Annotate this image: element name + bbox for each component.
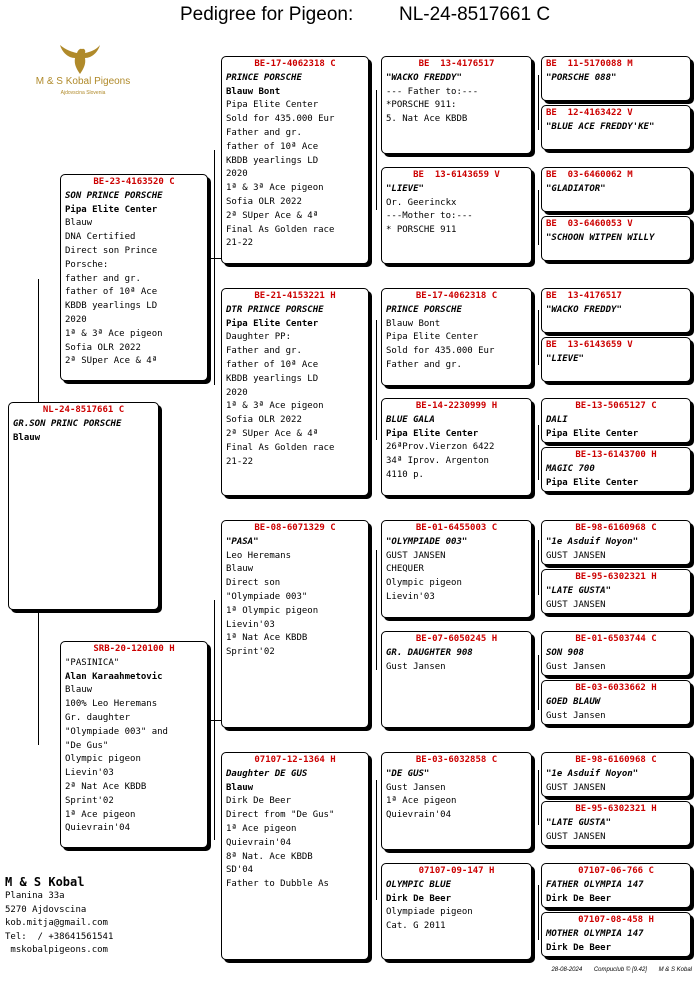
- owner-email[interactable]: kob.mitja@gmail.com: [5, 918, 108, 928]
- ring-number: BE-17-4062318 C: [415, 291, 498, 301]
- pigeon-card-subject[interactable]: [8, 402, 159, 610]
- breeder-name: Pipa Elite Center: [65, 204, 158, 215]
- info-line: Cat. G 2011: [386, 921, 446, 932]
- info-line: Father to Dubble As: [226, 879, 329, 890]
- connector: [376, 550, 377, 670]
- ring-number: BE-21-4153221 H: [254, 291, 336, 301]
- info-line: 1ª & 3ª Ace pigeon: [226, 183, 324, 194]
- pigeon-name: SON PRINCE PORSCHE: [65, 190, 163, 201]
- info-line: Father and gr.: [226, 127, 302, 138]
- info-line: "PASINICA": [65, 657, 120, 668]
- pigeon-name: BLUE GALA: [386, 414, 435, 425]
- footer-date: 28-08-2024: [551, 967, 583, 973]
- pigeon-name: "GLADIATOR": [546, 183, 606, 194]
- owner-info: [5, 874, 205, 958]
- info-line: Olympiade pigeon: [386, 907, 473, 918]
- info-line: *PORSCHE 911:: [386, 100, 457, 111]
- pigeon-card-dss[interactable]: [381, 520, 532, 618]
- ring-number: 07107-06-766 C: [578, 866, 654, 876]
- pigeon-name: DALI: [546, 414, 568, 425]
- info-line: father of 10ª Ace: [65, 287, 158, 298]
- info-line: father of 10ª Ace: [226, 359, 319, 370]
- pigeon-card-gen4[interactable]: [541, 288, 691, 333]
- pigeon-card-gen4[interactable]: [541, 680, 691, 725]
- ring-number: BE-03-6032858 C: [415, 755, 498, 765]
- ring-number: BE-13-5065127 C: [575, 401, 657, 411]
- pigeon-card-gen4[interactable]: [541, 863, 691, 908]
- info-line: Direct from "De Gus": [226, 810, 335, 821]
- info-line: Sofia OLR 2022: [65, 342, 141, 353]
- ring-number: 07107-12-1364 H: [254, 755, 336, 765]
- info-line: 1ª & 3ª Ace pigeon: [226, 401, 324, 412]
- pigeon-name: MOTHER OLYMPIA 147: [546, 928, 644, 939]
- pigeon-card-dam-dam[interactable]: [221, 752, 369, 960]
- ring-number: BE-95-6302321 H: [575, 804, 657, 814]
- connector: [538, 190, 539, 245]
- info-line: Lievin'03: [386, 591, 435, 602]
- pigeon-card-dam[interactable]: [60, 641, 208, 848]
- connector: [208, 258, 222, 259]
- info-line: Final As Golden race: [226, 224, 335, 235]
- owner-address1: Planina 33a: [5, 891, 65, 901]
- info-line: Blauw: [226, 564, 254, 575]
- footer: [541, 967, 692, 973]
- ring-number: BE 13-6143659 V: [546, 340, 633, 350]
- info-line: 100% Leo Heremans: [65, 699, 158, 710]
- pigeon-card-gen4[interactable]: [541, 105, 691, 150]
- pigeon-name: "LIEVE": [546, 353, 584, 364]
- pigeon-card-gen4[interactable]: [541, 337, 691, 382]
- pigeon-name: "OLYMPIADE 003": [386, 536, 468, 547]
- pigeon-card-gen4[interactable]: [541, 216, 691, 261]
- pigeon-name: OLYMPIC BLUE: [386, 879, 452, 890]
- info-line: 26ªProv.Vierzon 6422: [386, 442, 495, 453]
- ring-number: BE 13-4176517: [418, 59, 495, 69]
- info-line: Quievrain'04: [386, 810, 452, 821]
- pigeon-name: "LATE GUSTA": [546, 817, 612, 828]
- pigeon-card-sire-dam[interactable]: [221, 288, 369, 496]
- info-line: Sofia OLR 2022: [226, 415, 302, 426]
- info-line: Blauw Bont: [386, 318, 441, 329]
- info-line: Gust Jansen: [386, 782, 446, 793]
- ring-number: BE-98-6160968 C: [575, 755, 657, 765]
- info-line: 8ª Nat. Ace KBDB: [226, 851, 313, 862]
- info-line: Dirk De Beer: [226, 796, 292, 807]
- pigeon-name: GR. DAUGHTER 908: [386, 647, 473, 658]
- owner-phone: Tel: / +38641561541: [5, 931, 114, 942]
- info-line: Sold for 435.000 Eur: [386, 346, 495, 357]
- connector: [214, 150, 215, 385]
- breeder-name: Pipa Elite Center: [226, 318, 319, 329]
- footer-brand: M & S Kobal: [658, 967, 692, 973]
- info-line: Blauw: [65, 218, 93, 229]
- title-label: Pedigree for Pigeon:: [180, 4, 354, 25]
- pigeon-name: FATHER OLYMPIA 147: [546, 879, 644, 890]
- kobal-logo: [28, 44, 138, 102]
- connector: [538, 75, 539, 130]
- ring-number: BE-95-6302321 H: [575, 572, 657, 582]
- info-line: DNA Certified: [65, 232, 136, 243]
- pigeon-card-gen4[interactable]: [541, 56, 691, 101]
- pigeon-card-ssd[interactable]: [381, 167, 532, 264]
- owner-address2: 5270 Ajdovscina: [5, 904, 87, 915]
- pigeon-name: SON 908: [546, 647, 584, 658]
- pigeon-card-sdd[interactable]: [381, 398, 532, 496]
- pigeon-card-dds[interactable]: [381, 752, 532, 850]
- pigeon-name: "BLUE ACE FREDDY'KE": [546, 121, 655, 132]
- info-line: 1ª Ace pigeon: [226, 823, 297, 834]
- title-ring-number: NL-24-8517661 C: [399, 4, 551, 25]
- breeder-name: Blauw: [13, 432, 41, 443]
- pigeon-name: "LIEVE": [386, 183, 424, 194]
- info-line: Gust Jansen: [546, 661, 606, 672]
- pigeon-name: GR.SON PRINC PORSCHE: [13, 418, 122, 429]
- info-line: 2ª Nat Ace KBDB: [65, 781, 147, 792]
- ring-number: BE-08-6071329 C: [254, 523, 336, 533]
- info-line: Quievrain'04: [65, 823, 131, 834]
- ring-number: BE 03-6460062 M: [546, 170, 633, 180]
- connector: [376, 780, 377, 900]
- info-line: * PORSCHE 911: [386, 225, 457, 236]
- breeder-name: Dirk De Beer: [386, 893, 452, 904]
- info-line: Olympic pigeon: [65, 754, 141, 765]
- breeder-name: Dirk De Beer: [546, 893, 612, 904]
- info-line: 1ª Nat Ace KBDB: [226, 633, 308, 644]
- pigeon-name: "PORSCHE 088": [546, 72, 617, 83]
- ring-number: BE-23-4163520 C: [93, 177, 175, 187]
- pigeon-name: "PASA": [226, 536, 259, 547]
- ring-number: BE-01-6503744 C: [575, 634, 657, 644]
- breeder-name: Pipa Elite Center: [546, 477, 639, 488]
- info-line: --- Father to:---: [386, 86, 479, 97]
- info-line: Father and gr.: [226, 346, 302, 357]
- info-line: 2020: [226, 387, 248, 398]
- ring-number: 07107-08-458 H: [578, 915, 654, 925]
- ring-number: BE-03-6033662 H: [575, 683, 657, 693]
- pigeon-card-gen4[interactable]: [541, 752, 691, 797]
- pigeon-name: "DE GUS": [386, 768, 430, 779]
- info-line: Direct son Prince: [65, 245, 158, 256]
- pigeon-card-sds[interactable]: [381, 288, 532, 386]
- ring-number: SRB-20-120100 H: [93, 644, 175, 654]
- breeder-name: Blauw: [226, 782, 254, 793]
- info-line: Lievin'03: [65, 768, 114, 779]
- info-line: "Olympiade 003": [226, 591, 308, 602]
- info-line: Sold for 435.000 Eur: [226, 114, 335, 125]
- connector: [538, 425, 539, 480]
- connector: [376, 90, 377, 210]
- info-line: Porsche:: [65, 259, 109, 270]
- info-line: Pipa Elite Center: [386, 332, 479, 343]
- info-line: Quievrain'04: [226, 837, 292, 848]
- pigeon-name: "1e Asduif Noyon": [546, 536, 639, 547]
- info-line: GUST JANSEN: [546, 599, 606, 610]
- pigeon-name: MAGIC 700: [546, 463, 595, 474]
- ring-number: NL-24-8517661 C: [42, 405, 125, 415]
- info-line: 21-22: [226, 238, 254, 249]
- connector: [38, 279, 39, 402]
- pigeon-name: Daughter DE GUS: [226, 768, 308, 779]
- owner-website[interactable]: mskobalpigeons.com: [5, 945, 108, 955]
- pigeon-name: PRINCE PORSCHE: [226, 72, 302, 83]
- footer-software: Compuclub © [9.42]: [593, 967, 647, 973]
- info-line: 1ª Ace pigeon: [65, 809, 136, 820]
- pigeon-name: "1e Asduif Noyon": [546, 768, 639, 779]
- info-line: ---Mother to:---: [386, 211, 473, 222]
- connector: [376, 320, 377, 440]
- pigeon-card-gen4[interactable]: [541, 801, 691, 846]
- pigeon-card-gen4[interactable]: [541, 520, 691, 565]
- info-line: Or. Geerinckx: [386, 197, 457, 208]
- connector: [538, 655, 539, 710]
- pigeon-card-sire-sire[interactable]: [221, 56, 369, 264]
- info-line: GUST JANSEN: [546, 550, 606, 561]
- info-line: Olympic pigeon: [386, 578, 462, 589]
- pigeon-logo-icon: [58, 44, 102, 76]
- info-line: Gr. daughter: [65, 712, 131, 723]
- info-line: Lievin'03: [226, 619, 275, 630]
- ring-number: BE-13-6143700 H: [575, 450, 657, 460]
- ring-number: BE 03-6460053 V: [546, 219, 633, 229]
- ring-number: BE-98-6160968 C: [575, 523, 657, 533]
- pigeon-card-gen4[interactable]: [541, 631, 691, 676]
- ring-number: 07107-09-147 H: [418, 866, 495, 876]
- breeder-name: Pipa Elite Center: [546, 428, 639, 439]
- ring-number: BE 13-6143659 V: [413, 170, 500, 180]
- info-line: 2ª SUper Ace & 4ª: [226, 210, 319, 221]
- info-line: father of 10ª Ace: [226, 141, 319, 152]
- info-line: 1ª Olympic pigeon: [226, 605, 319, 616]
- info-line: Sprint'02: [226, 647, 275, 658]
- pigeon-name: GOED BLAUW: [546, 696, 601, 707]
- ring-number: BE-01-6455003 C: [415, 523, 498, 533]
- info-line: CHEQUER: [386, 564, 424, 575]
- logo-tagline: Ajdovscina Slovenia: [60, 90, 106, 96]
- info-line: Father and gr.: [386, 359, 462, 370]
- breeder-name: Alan Karaahmetovic: [65, 671, 163, 682]
- breeder-name: Dirk De Beer: [546, 942, 612, 953]
- info-line: GUST JANSEN: [546, 831, 606, 842]
- ring-number: BE-17-4062318 C: [254, 59, 336, 69]
- connector: [538, 310, 539, 365]
- pigeon-card-sire[interactable]: [60, 174, 208, 381]
- info-line: 1ª & 3ª Ace pigeon: [65, 328, 163, 339]
- breeder-name: Pipa Elite Center: [386, 428, 479, 439]
- info-line: 5. Nat Ace KBDB: [386, 114, 468, 125]
- info-line: GUST JANSEN: [546, 782, 606, 793]
- info-line: SD'04: [226, 865, 254, 876]
- logo-name: M & S Kobal Pigeons: [35, 76, 131, 87]
- connector: [538, 540, 539, 595]
- pigeon-card-gen4[interactable]: [541, 167, 691, 212]
- info-line: Gust Jansen: [546, 710, 606, 721]
- info-line: Leo Heremans: [226, 550, 292, 561]
- info-line: Pipa Elite Center: [226, 100, 319, 111]
- pigeon-name: PRINCE PORSCHE: [386, 304, 462, 315]
- connector: [38, 611, 39, 745]
- ring-number: BE 13-4176517: [546, 291, 622, 301]
- pigeon-name: "WACKO FREDDY": [546, 304, 622, 315]
- ring-number: BE-14-2230999 H: [415, 401, 498, 411]
- info-line: KBDB yearlings LD: [65, 301, 158, 312]
- info-line: Final As Golden race: [226, 442, 335, 453]
- ring-number: BE 11-5170088 M: [546, 59, 633, 69]
- info-line: 2020: [65, 314, 87, 325]
- owner-name: M & S Kobal: [5, 875, 85, 889]
- info-line: 1ª Ace pigeon: [386, 796, 457, 807]
- ring-number: BE-07-6050245 H: [415, 634, 498, 644]
- info-line: 4110 p.: [386, 469, 424, 480]
- info-line: 2ª SUper Ace & 4ª: [65, 356, 158, 367]
- info-line: Blauw: [65, 685, 93, 696]
- pigeon-card-gen4[interactable]: [541, 912, 691, 957]
- pigeon-name: DTR PRINCE PORSCHE: [226, 304, 324, 315]
- info-line: Direct son: [226, 578, 281, 589]
- info-line: father and gr.: [65, 273, 141, 284]
- pigeon-name: "LATE GUSTA": [546, 585, 612, 596]
- pigeon-card-ddd[interactable]: [381, 863, 532, 960]
- info-line: Daughter PP:: [226, 332, 292, 343]
- info-line: 21-22: [226, 456, 254, 467]
- page-title: [0, 4, 700, 26]
- info-line: 34ª Iprov. Argenton: [386, 456, 489, 467]
- pigeon-card-gen4[interactable]: [541, 569, 691, 614]
- connector: [538, 770, 539, 825]
- breeder-name: Blauw Bont: [226, 86, 281, 97]
- ring-number: BE 12-4163422 V: [546, 108, 633, 118]
- info-line: "Olympiade 003" and: [65, 726, 168, 737]
- pigeon-card-sss[interactable]: [381, 56, 532, 154]
- pigeon-card-dam-sire[interactable]: [221, 520, 369, 728]
- info-line: 2020: [226, 169, 248, 180]
- info-line: Sofia OLR 2022: [226, 196, 302, 207]
- pigeon-name: "WACKO FREDDY": [386, 72, 462, 83]
- pigeon-card-dsd[interactable]: [381, 631, 532, 728]
- info-line: Sprint'02: [65, 795, 114, 806]
- info-line: Gust Jansen: [386, 661, 446, 672]
- info-line: 2ª SUper Ace & 4ª: [226, 428, 319, 439]
- connector: [538, 885, 539, 940]
- pigeon-card-gen4[interactable]: [541, 447, 691, 492]
- info-line: GUST JANSEN: [386, 550, 446, 561]
- info-line: KBDB yearlings LD: [226, 155, 319, 166]
- info-line: KBDB yearlings LD: [226, 373, 319, 384]
- pigeon-card-gen4[interactable]: [541, 398, 691, 443]
- pigeon-name: "SCHOON WITPEN WILLY: [546, 232, 655, 243]
- info-line: "De Gus": [65, 740, 109, 751]
- connector: [208, 720, 222, 721]
